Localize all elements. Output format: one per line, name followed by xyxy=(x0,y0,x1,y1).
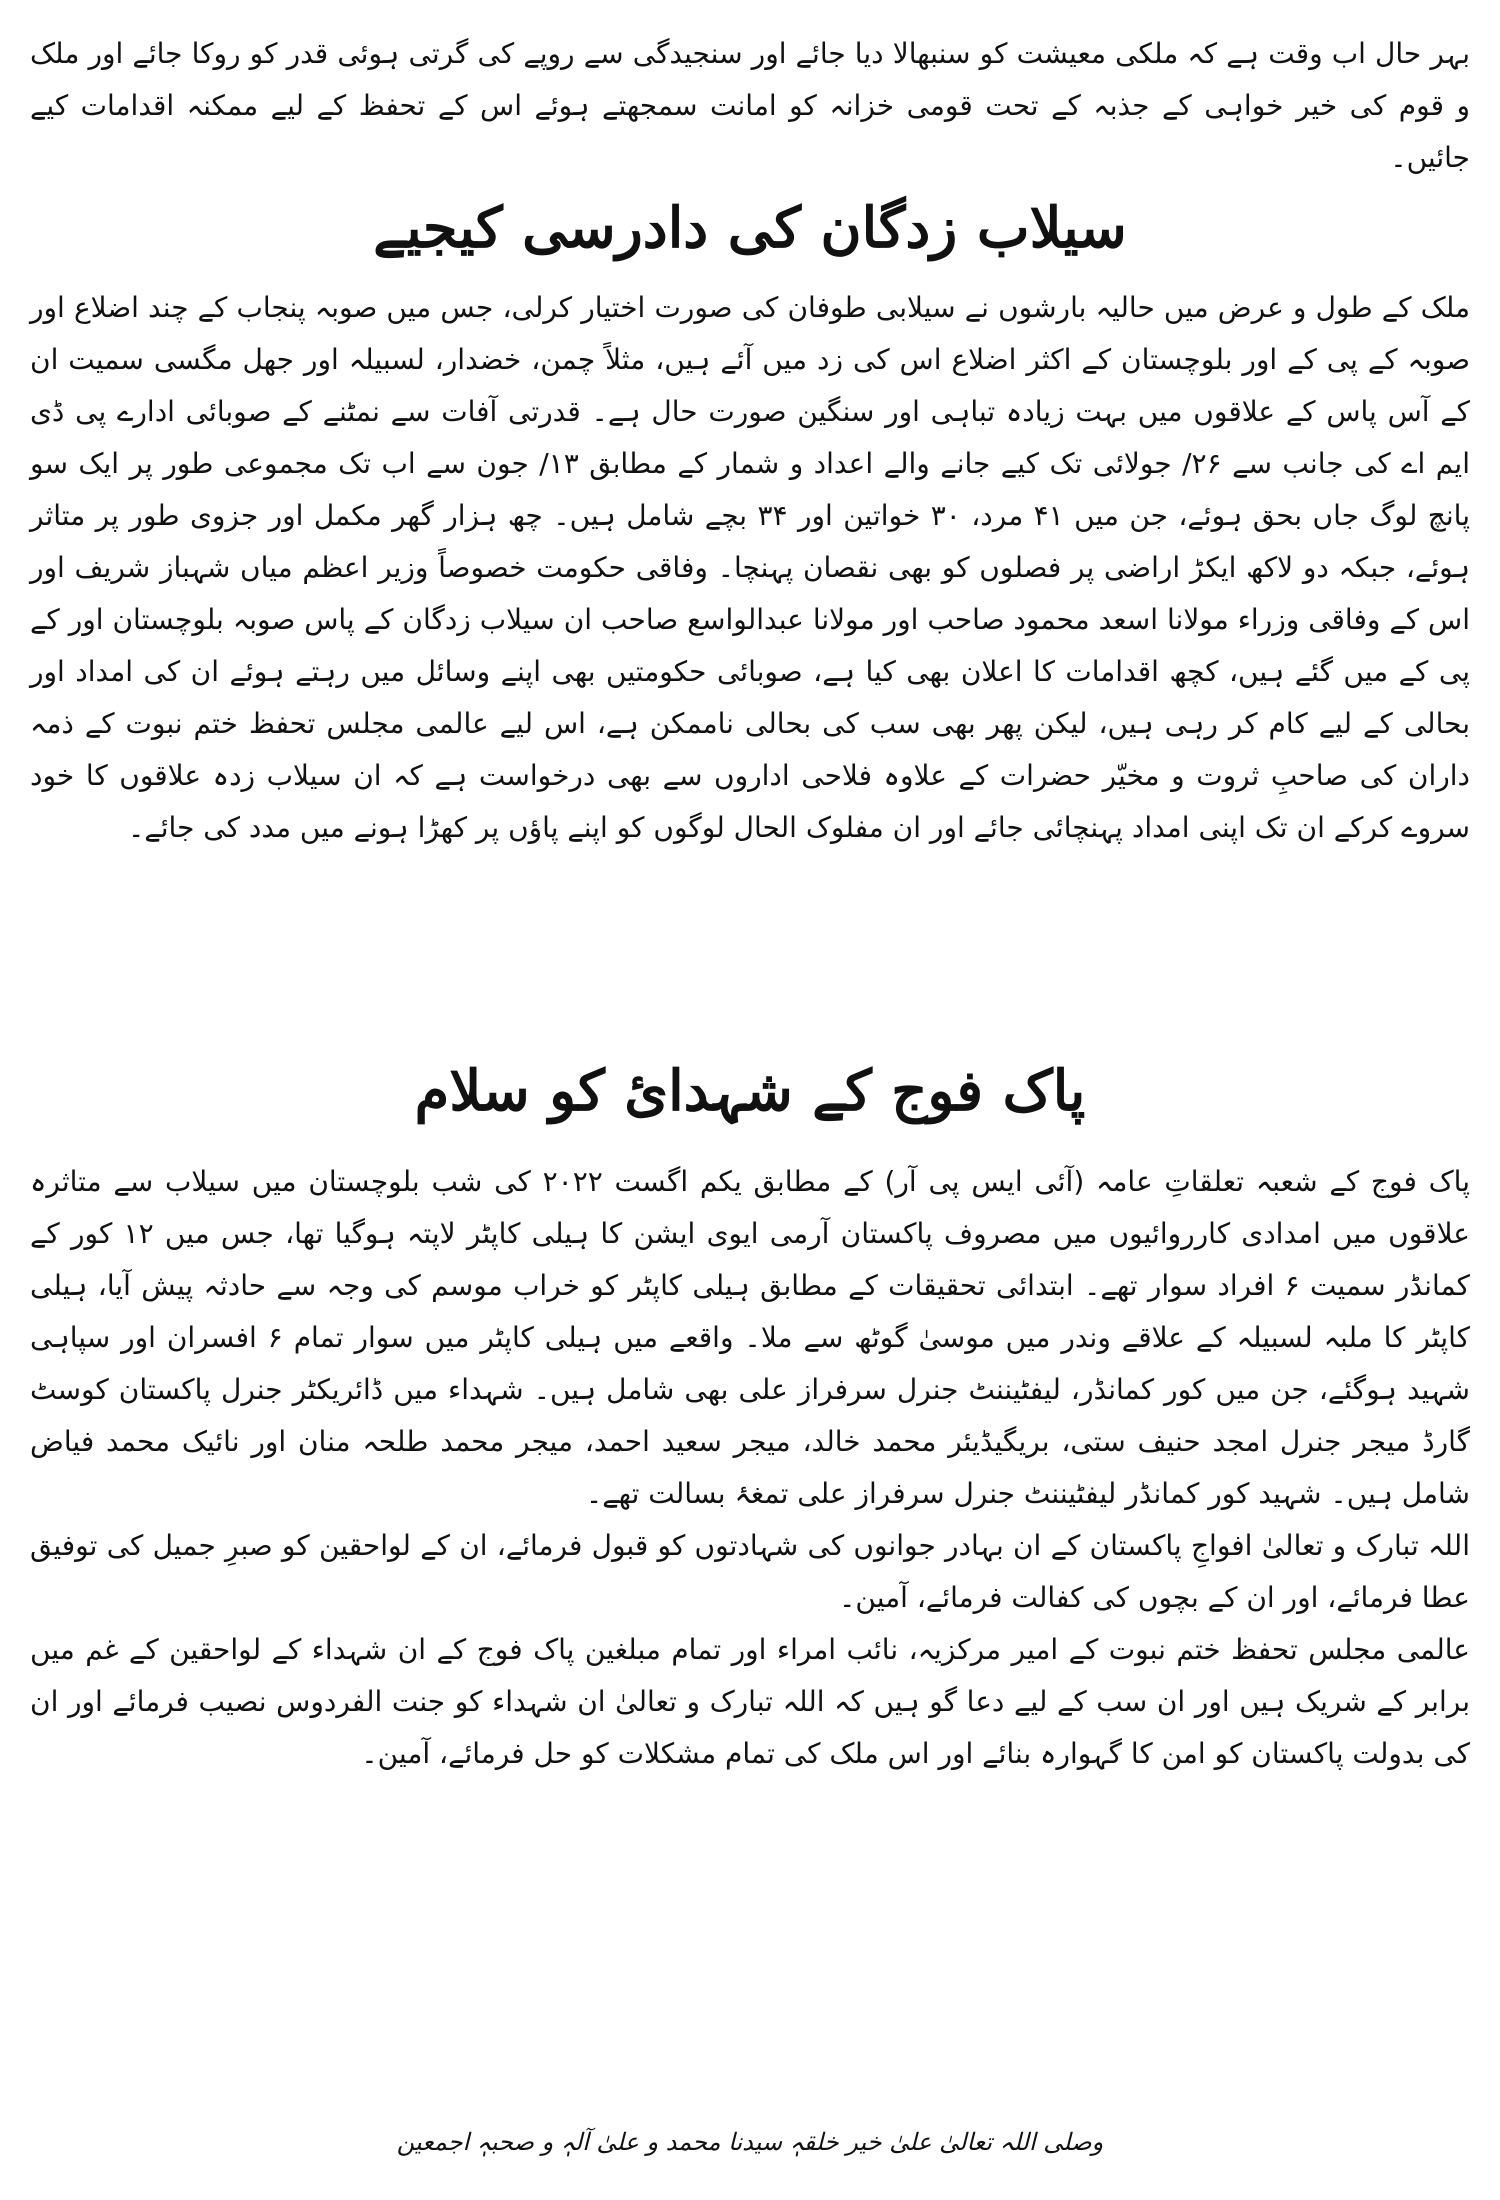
army-martyrs-section xyxy=(30,1156,1470,1780)
closing-salutation: وصلی اللہ تعالیٰ علیٰ خیر خلقہٖ سیدنا محمد و علیٰ آلہٖ و صحبہٖ اجمعین xyxy=(396,2128,1104,2156)
section-heading-army-martyrs: پاک فوج کے شہدائ کو سلام xyxy=(414,1058,1086,1124)
section-heading-flood-victims: سیلاب زدگان کی دادرسی کیجیے xyxy=(373,195,1127,261)
martyrs-paragraph-condolence: عالمی مجلس تحفظ ختم نبوت کے امیر مرکزیہ، نائب امراء اور تمام مبلغین پاک فوج کے ان شہداء کے لواحقین کے غم میں برابر کے شریک ہیں اور ان سب کے لیے دعا گو ہیں کہ اللہ تبارک و تعالیٰ ان شہداء کو جنت الفردوس نصیب فرمائے اور ان کی بدولت پاکستان کو امن کا گہوارہ بنائے اور اس ملک کی تمام مشکلات کو حل فرمائے، آمین۔ xyxy=(30,1633,1470,1770)
flood-victims-paragraph: ملک کے طول و عرض میں حالیہ بارشوں نے سیلابی طوفان کی صورت اختیار کرلی، جس میں صوبہ پنجاب کے چند اضلاع اور صوبہ کے پی کے اور بلوچستان کے اکثر اضلاع اس کی زد میں آئے ہیں، مثلاً چمن، خضدار، لسبیلہ اور جھل مگسی سمیت ان کے آس پاس کے علاقوں میں بہت زیادہ تباہی اور سنگین صورت حال ہے۔ قدرتی آفات سے نمٹنے کے صوبائی ادارے پی ڈی ایم اے کی جانب سے ۲۶/ جولائی تک کیے جانے والے اعداد و شمار کے مطابق ۱۳/ جون سے اب تک مجموعی طور پر ایک سو پانچ لوگ جاں بحق ہوئے، جن میں ۴۱ مرد، ۳۰ خواتین اور ۳۴ بچے شامل ہیں۔ چھ ہزار گھر مکمل اور جزوی طور پر متاثر ہوئے، جبکہ دو لاکھ ایکڑ اراضی پر فصلوں کو بھی نقصان پہنچا۔ وفاقی حکومت خصوصاً وزیر اعظم میاں شہباز شریف اور اس کے وفاقی وزراء مولانا اسعد محمود صاحب اور مولانا عبدالواسع صاحب ان سیلاب زدگان کے پاس صوبہ بلوچستان اور کے پی کے میں گئے ہیں، کچھ اقدامات کا اعلان بھی کیا ہے، صوبائی حکومتیں بھی اپنے وسائل میں رہتے ہوئے ان کی امداد اور بحالی کے لیے کام کر رہی ہیں، لیکن پھر بھی سب کی بحالی ناممکن ہے، اس لیے عالمی مجلس تحفظ ختم نبوت کے ذمہ داران کی صاحبِ ثروت و مخیّر حضرات کے علاوہ فلاحی اداروں سے بھی درخواست ہے کہ ان سیلاب زدہ علاقوں کا خود سروے کرکے ان تک اپنی امداد پہنچائی جائے اور ان مفلوک الحال لوگوں کو اپنے پاؤں پر کھڑا ہونے میں مدد کی جائے۔ xyxy=(30,291,1471,844)
martyrs-paragraph-report: پاک فوج کے شعبہ تعلقاتِ عامہ (آئی ایس پی آر) کے مطابق یکم اگست ۲۰۲۲ کی شب بلوچستان میں سیلاب سے متاثرہ علاقوں میں امدادی کارروائیوں میں مصروف پاکستان آرمی ایوی ایشن کا ہیلی کاپٹر لاپتہ ہوگیا تھا، جس میں ۱۲ کور کے کمانڈر سمیت ۶ افراد سوار تھے۔ ابتدائی تحقیقات کے مطابق ہیلی کاپٹر کو خراب موسم کی وجہ سے حادثہ پیش آیا، ہیلی کاپٹر کا ملبہ لسبیلہ کے علاقے وندر میں موسیٰ گوٹھ سے ملا۔ واقعے میں ہیلی کاپٹر میں سوار تمام ۶ افسران اور سپاہی شہید ہوگئے، جن میں کور کمانڈر، لیفٹیننٹ جنرل سرفراز علی بھی شامل ہیں۔ شہداء میں ڈائریکٹر جنرل پاکستان کوسٹ گارڈ میجر جنرل امجد حنیف ستی، بریگیڈیئر محمد خالد، میجر سعید احمد، میجر محمد طلحہ منان اور نائیک محمد فیاض شامل ہیں۔ شہید کور کمانڈر لیفٹیننٹ جنرل سرفراز علی تمغۂ بسالت تھے۔ xyxy=(30,1165,1470,1510)
martyrs-paragraph-prayer: اللہ تبارک و تعالیٰ افواجِ پاکستان کے ان بہادر جوانوں کی شہادتوں کو قبول فرمائے، ان کے لواحقین کو صبرِ جمیل کی توفیق عطا فرمائے، اور ان کے بچوں کی کفالت فرمائے، آمین۔ xyxy=(30,1529,1470,1614)
intro-paragraph: بہر حال اب وقت ہے کہ ملکی معیشت کو سنبھالا دیا جائے اور سنجیدگی سے روپے کی گرتی ہوئی قدر کو روکا جائے اور ملک و قوم کی خیر خواہی کے جذبہ کے تحت قومی خزانہ کو امانت سمجھتے ہوئے اس کے تحفظ کے لیے ممکنہ اقدامات کیے جائیں۔ xyxy=(30,37,1470,174)
